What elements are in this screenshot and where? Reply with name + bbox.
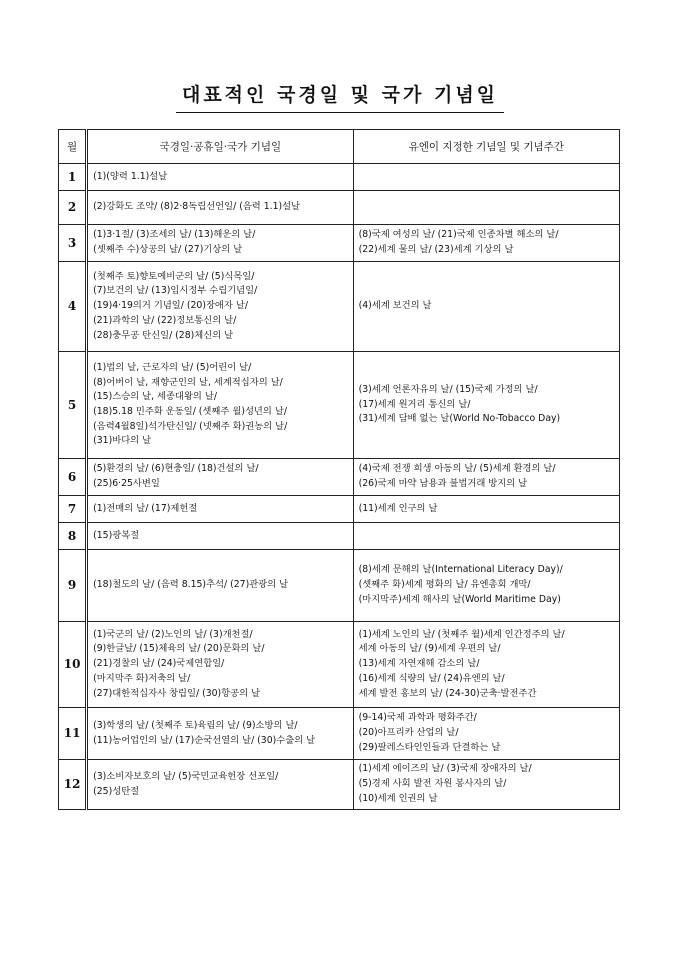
cell-line: (1)세계 노인의 날/ (첫째주 월)세계 인간정주의 날/ [358,628,565,640]
un-days-cell [353,760,619,810]
cell-line: (25)6·25사변일 [93,478,160,489]
cell-line: (18)철도의 날/ (음력 8.15)추석/ (27)관광의 날 [93,579,289,591]
national-holidays-cell [87,760,353,810]
cell-line: (1)(양력 1.1)설날 [93,170,168,182]
cell-line: (1)전매의 날/ (17)제헌절 [93,502,198,514]
un-days-cell [353,550,619,622]
cell-line: (16)세계 식량의 날/ (24)유엔의 날/ [358,672,505,684]
cell-line: (1)3·1절/ (3)조세의 날/ (13)해운의 날/ [93,229,256,241]
cell-line: (3)소비자보호의 날/ (5)국민교육헌장 선포일/ [93,770,279,782]
table-row [59,496,620,523]
table-row [59,459,620,496]
cell-line: (17)세계 원거리 통신의 날/ [358,398,471,410]
month-cell: 3 [59,225,87,262]
un-days-cell [353,262,619,352]
un-days-cell [353,191,619,225]
table-row [59,622,620,708]
un-days-cell [353,708,619,760]
cell-line: (8)국제 여성의 날/ (21)국제 인종차별 해소의 날/ [358,229,559,241]
un-days-cell [353,225,619,262]
month-cell: 5 [59,352,87,459]
table-row [59,550,620,622]
month-cell: 11 [59,708,87,760]
cell-line: (10)세계 인권의 날 [358,792,438,804]
cell-line: (3)세계 언론자유의 날/ (15)국제 가정의 날/ [358,383,538,395]
national-holidays-cell [87,352,353,459]
cell-line: (21)경찰의 날/ (24)국제연합일/ [93,658,225,670]
cell-line: (20)아프리카 산업의 날/ [358,727,459,739]
national-holidays-cell [87,164,353,191]
national-holidays-cell [87,262,353,352]
header-row [59,130,620,164]
cell-line: (음력4월8일)석가탄신일/ (넷째주 화)권농의 날/ [93,420,288,432]
table-row [59,352,620,459]
month-cell: 10 [59,622,87,708]
cell-line: (9)한글날/ (15)체육의 날/ (20)문화의 날/ [93,643,265,655]
month-cell: 1 [59,164,87,191]
table-row [59,708,620,760]
national-holidays-cell [87,225,353,262]
month-cell: 12 [59,760,87,810]
header-un: 유엔이 지정한 기념일 및 기념주간 [353,130,619,164]
cell-line: (22)세계 물의 날/ (23)세계 기상의 날 [358,244,514,255]
cell-line: (셋째주 수)상공의 날/ (27)기상의 날 [93,244,243,255]
cell-line: (31)세계 담배 없는 날(World No-Tobacco Day) [358,413,561,425]
month-cell: 6 [59,459,87,496]
document-title: 대표적인 국경일 및 국가 기념일 [176,80,504,113]
table-row [59,225,620,262]
table-row [59,760,620,810]
table-row [59,262,620,352]
cell-line: (31)바다의 날 [93,435,152,447]
un-days-cell [353,523,619,550]
cell-line: (마지막주)세계 해사의 날(World Maritime Day) [358,593,561,605]
cell-line: 세계 아동의 날/ (9)세계 우편의 날/ [358,643,501,655]
national-holidays-cell [87,550,353,622]
cell-line: (8)어버이 날, 재향군인의 날, 세계적십자의 날/ [93,376,283,388]
cell-line: (15)스승의 날, 세종대왕의 날/ [93,391,217,403]
cell-line: (11)세계 인구의 날 [358,502,438,514]
un-days-cell [353,459,619,496]
cell-line: (28)충무공 탄신일/ (28)체신의 날 [93,329,234,341]
national-holidays-cell [87,622,353,708]
table-body [59,164,620,810]
cell-line: (1)법의 날, 근로자의 날/ (5)어린이 날/ [93,361,252,373]
header-month: 월 [59,130,87,164]
cell-line: (13)세계 자연재해 감소의 날/ [358,658,480,670]
header-national: 국경일·공휴일·국가 기념일 [87,130,353,164]
cell-line: (18)5.18 민주화 운동일/ (셋째주 월)성년의 날/ [93,406,287,417]
month-cell: 4 [59,262,87,352]
un-days-cell [353,352,619,459]
national-holidays-cell [87,708,353,760]
national-holidays-cell [87,496,353,523]
cell-line: (3)학생의 날/ (첫째주 토)육림의 날/ (9)소방의 날/ [93,719,298,731]
cell-line: 세계 발전 홍보의 날/ (24-30)군축·발전주간 [358,687,537,699]
national-holidays-cell [87,191,353,225]
cell-line: (11)농어업인의 날/ (17)순국선열의 날/ (30)수출의 날 [93,734,316,746]
holiday-table [58,129,620,810]
cell-line: (9-14)국제 과학과 평화주간/ [358,712,477,724]
cell-line: (8)세계 문해의 날(International Literacy Day)/ [358,564,563,576]
cell-line: (25)성탄절 [93,785,140,797]
cell-line: (19)4·19의거 기념일/ (20)장애자 날/ [93,300,248,312]
cell-line: (21)과학의 날/ (22)정보통신의 날/ [93,314,237,326]
cell-line: (마지막주 화)저축의 날/ [93,672,191,684]
cell-line: (7)보건의 날/ (13)임시정부 수립기념일/ [93,285,258,297]
cell-line: (26)국제 마약 남용과 불법거래 방지의 날 [358,478,528,489]
cell-line: (5)경제 사회 발전 자원 봉사자의 날/ [358,778,507,790]
national-holidays-cell [87,459,353,496]
month-cell: 8 [59,523,87,550]
cell-line: (4)세계 보건의 날 [358,300,432,312]
cell-line: (27)대한적십자사 창립일/ (30)항공의 날 [93,687,261,699]
month-cell: 9 [59,550,87,622]
document-title-wrap [0,80,680,113]
cell-line: (29)팔레스타인인들과 단결하는 날 [358,741,501,753]
cell-line: (5)환경의 날/ (6)현충일/ (18)건설의 날/ [93,463,259,475]
un-days-cell [353,496,619,523]
cell-line: (2)강화도 조약/ (8)2·8독립선언일/ (음력 1.1)설날 [93,201,301,213]
un-days-cell [353,622,619,708]
cell-line: (1)국군의 날/ (2)노인의 날/ (3)개천절/ [93,628,253,640]
cell-line: (4)국제 전쟁 희생 아동의 날/ (5)세계 환경의 날/ [358,463,556,475]
un-days-cell [353,164,619,191]
cell-line: (첫째주 토)향토예비군의 날/ (5)식목일/ [93,270,255,282]
table-row [59,191,620,225]
table-row [59,523,620,550]
table-row [59,164,620,191]
month-cell: 2 [59,191,87,225]
cell-line: (1)세계 에이즈의 날/ (3)국제 장애자의 날/ [358,763,532,775]
cell-line: (셋째주 화)세계 평화의 날/ 유엔총회 개막/ [358,579,531,591]
national-holidays-cell [87,523,353,550]
cell-line: (15)광복절 [93,529,140,541]
month-cell: 7 [59,496,87,523]
